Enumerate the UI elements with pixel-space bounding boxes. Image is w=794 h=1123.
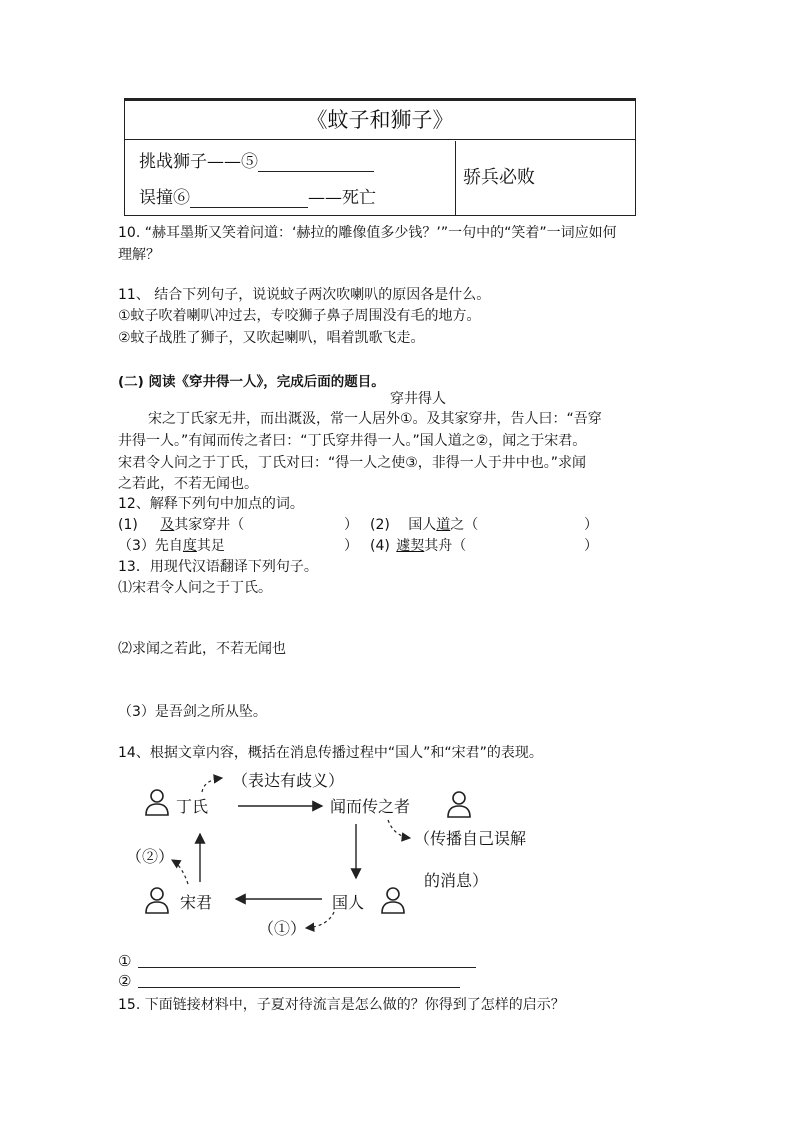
q12-item-3-pre: （3）先自: [118, 538, 183, 554]
q15-title: 15. 下面链接材料中，子夏对待流言是怎么做的？你得到了怎样的启示？: [118, 997, 565, 1013]
passage-line-4: 之若此，不若无闻也。: [118, 476, 258, 492]
q11-title: 11、 结合下列句子，说说蚊子两次吹喇叭的原因各是什么。: [118, 287, 491, 303]
q12-item-2-close: ）: [584, 517, 598, 533]
q12-item-1-num: (1): [118, 517, 138, 533]
q12-item-4-num: (4): [370, 538, 390, 554]
q12-item-1-close: ）: [344, 517, 358, 533]
q10-line2: 理解？: [118, 247, 160, 263]
answer-1-line[interactable]: [138, 955, 476, 968]
q14-title: 14、根据文章内容，概括在消息传播过程中“国人”和“宋君”的表现。: [118, 745, 543, 761]
q12-item-1-text: 其家穿井（: [174, 517, 245, 533]
node-wen: 闻而传之者: [330, 797, 411, 816]
q12-item-2-dotted: 道: [436, 517, 451, 533]
note-spread-2: 的消息）: [424, 871, 489, 890]
q13-sentence-1: ⑴宋君令人问之于丁氏。: [118, 580, 272, 596]
q13-sentence-3: （3）是吾剑之所从坠。: [118, 704, 267, 720]
note-blank-2: （②）: [126, 847, 175, 866]
q12-item-4-text: 其舟（: [424, 538, 467, 554]
q13-title: 13．用现代汉语翻译下列句子。: [118, 559, 318, 575]
q12-item-2-num: (2): [370, 517, 390, 533]
q11-sentence-1: ①蚊子吹着喇叭冲过去，专咬狮子鼻子周围没有毛的地方。: [118, 308, 481, 324]
answer-2-label: ②: [118, 972, 132, 990]
q12-item-4-dotted: 遽契: [396, 538, 425, 554]
note-spread-1: （传播自己误解: [414, 829, 527, 848]
section2-heading: (二) 阅读《穿井得一人》，完成后面的题目。: [118, 374, 385, 390]
q12-item-2-text: 之（: [450, 517, 479, 533]
q11-sentence-2: ②蚊子战胜了狮子，又吹起喇叭，唱着凯歌飞走。: [118, 330, 425, 346]
answer-2-line[interactable]: [138, 975, 460, 988]
table-row-1-text: 挑战狮子——⑤: [139, 152, 258, 172]
table-title: 《蚊子和狮子》: [125, 101, 635, 140]
q12-title: 12、解释下列句中加点的词。: [118, 496, 304, 512]
q12-item-3-text: 其足: [196, 538, 225, 554]
passage-line-2: 井得一人。”有闻而传之者曰：“丁氏穿井得一人。”国人道之②，闻之于宋君。: [118, 433, 587, 449]
table-right-cell: 骄兵必败: [463, 167, 535, 188]
q10-line1: 10. “赫耳墨斯又笑着问道：‘赫拉的雕像值多少钱？’”一句中的“笑着”一词应如何: [118, 225, 617, 241]
answer-1-label: ①: [118, 952, 132, 970]
note-ambiguous: （表达有歧义）: [232, 771, 345, 790]
passage-line-1: 宋之丁氏家无井，而出溉汲，常一人居外①。及其家穿井，告人曰：“吾穿: [148, 411, 602, 427]
note-blank-1: （①）: [258, 919, 307, 938]
q12-item-4-close: ）: [584, 538, 598, 554]
q12-item-3-dotted: 度: [182, 538, 197, 554]
node-dingshi: 丁氏: [176, 797, 209, 816]
q12-item-3-close: ）: [344, 538, 358, 554]
q12-item-2-pre: 国人: [408, 517, 437, 533]
q12-item-1-dotted: 及: [160, 517, 175, 533]
node-songjun: 宋君: [180, 893, 213, 912]
table-row-2-suffix: ——死亡: [308, 188, 376, 208]
table-row-2-prefix: 误撞⑥: [139, 188, 190, 208]
passage-line-3: 宋君令人问之于丁氏，丁氏对曰：“得一人之使③，非得一人于井中也。”求闻: [118, 455, 587, 471]
node-guoren: 国人: [332, 893, 365, 912]
q13-sentence-2: ⑵求闻之若此，不若无闻也: [118, 641, 286, 657]
passage-title: 穿井得人: [390, 391, 446, 407]
